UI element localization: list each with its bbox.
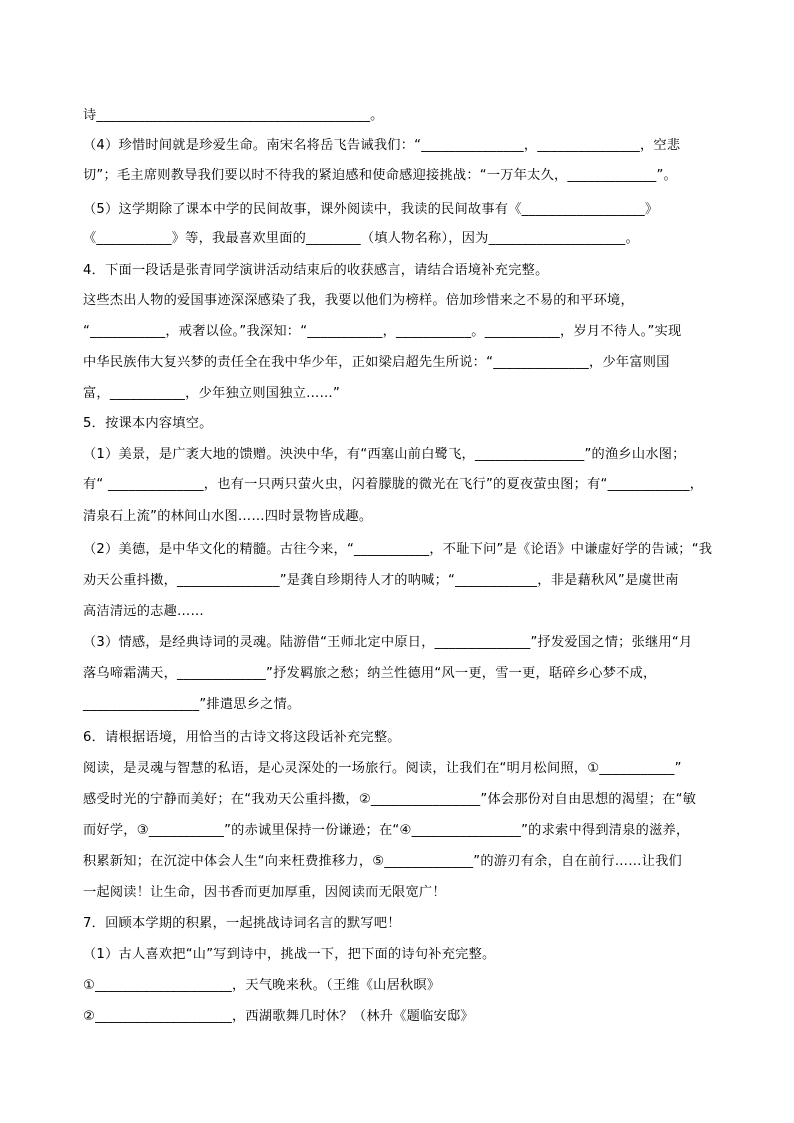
text-line: 有“ ______________，也有一只两只萤火虫，闪着朦胧的微光在飞行”的夏夜萤虫图；有“____________， [83, 477, 704, 492]
text-line: （4）珍惜时间就是珍爱生命。南宋名将岳飞告诫我们：“_______________，_______________，空悲 [83, 138, 681, 153]
text-line: ①____________________，天气晚来秋。（王维《山居秋暝》 [83, 978, 441, 993]
text-line: 高洁清远的志趣…… [83, 604, 204, 619]
text-line: （2）美德，是中华文化的精髓。古往今来，“___________，不耻下问”是《论语》中谦虚好学的告诫；“我 [83, 542, 713, 557]
text-line: 《___________》等，我最喜欢里面的________（填人物名称），因为____________________。 [83, 231, 639, 246]
text-line: （3）情感，是经典诗词的灵魂。陆游借“王师北定中原日，______________”抒发爱国之情；张继用“月 [83, 635, 693, 650]
text-line: 落乌啼霜满天，_____________”抒发羁旅之愁；纳兰性德用“风一更，雪一更，聒碎乡心梦不成， [83, 666, 657, 681]
text-line: 一起阅读！让生命，因书香而更加厚重，因阅读而无限宽广！ [83, 885, 446, 900]
text-line: 诗________________________________________。 [83, 108, 384, 123]
text-line: 阅读，是灵魂与智慧的私语，是心灵深处的一场旅行。阅读，让我们在“明月松间照，①___________” [83, 761, 682, 776]
text-line: 感受时光的宁静而美好；在“我劝天公重抖擞，②________________”体会那份对自由思想的渴望；在“敏 [83, 792, 697, 807]
text-line: “___________，戒奢以俭。”我深知：“___________，___________。___________，岁月不待人。”实现 [83, 324, 682, 339]
text-line: 而好学，③___________”的赤诚里保持一份谦逊；在“④________________”的求索中得到清泉的滋养， [83, 823, 690, 838]
text-line: 劝天公重抖擞，_______________”是龚自珍期待人才的呐喊；“____________，非是藉秋风”是虞世南 [83, 573, 679, 588]
question-heading: 4．下面一段话是张青同学演讲活动结束后的收获感言，请结合语境补充完整。 [83, 263, 549, 278]
text-line: 富，___________，少年独立则国独立……” [83, 386, 341, 401]
question-heading: 7．回顾本学期的积累，一起挑战诗词名言的默写吧！ [83, 916, 401, 931]
question-heading: 6．请根据语境，用恰当的古诗文将这段话补充完整。 [83, 730, 401, 745]
question-heading: 5．按课本内容填空。 [83, 416, 213, 431]
text-line: ②____________________，西湖歌舞几时休？（林升《题临安邸》 [83, 1009, 474, 1024]
text-line: 积累新知；在沉淀中体会人生“向来枉费推移力，⑤_____________”的游刃有余，自在前行……让我们 [83, 854, 682, 869]
text-line: 清泉石上流”的林间山水图……四时景物皆成趣。 [83, 509, 373, 524]
text-line: （1）美景，是广袤大地的馈赠。泱泱中华，有“西塞山前白鹭飞，________________”的渔乡山水图； [83, 447, 686, 462]
text-line: 切”；毛主席则教导我们要以时不待我的紧迫感和使命感迎接挑战：“一万年太久，_____________”。 [83, 168, 677, 183]
text-line: （5）这学期除了课本中学的民间故事，课外阅读中，我读的民间故事有《__________________》 [83, 202, 659, 217]
text-line: 中华民族伟大复兴梦的责任全在我中华少年，正如梁启超先生所说：“______________，少年富则国 [83, 355, 670, 370]
text-line: _________________”排遣思乡之情。 [83, 697, 301, 712]
text-line: 这些杰出人物的爱国事迹深深感染了我，我要以他们为榜样。倍加珍惜来之不易的和平环境， [83, 293, 634, 308]
text-line: （1）古人喜欢把“山”写到诗中，挑战一下，把下面的诗句补充完整。 [83, 947, 496, 962]
